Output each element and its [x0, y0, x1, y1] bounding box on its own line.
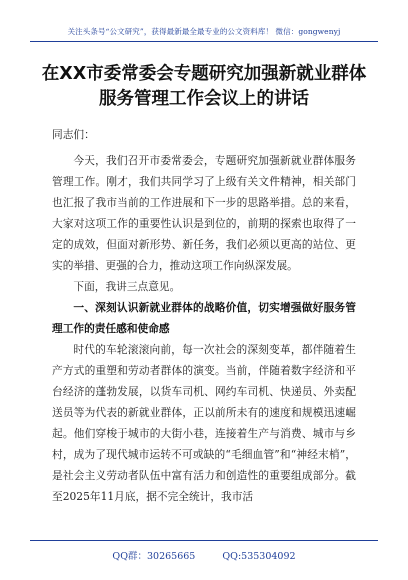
qq-group-label: QQ群：30265665 [112, 551, 196, 562]
paragraph-points: 下面，我讲三点意见。 [73, 280, 181, 293]
qq-label: QQ:535304092 [222, 551, 296, 562]
section-heading: 一、深刻认识新就业群体的战略价值，切实增强做好服务管理工作的责任感和使命感 [52, 301, 356, 335]
paragraph-intro: 今天，我们召开市委常委会，专题研究加强新就业群体服务管理工作。刚才，我们共同学习了上级有关文件精神，相关部门也汇报了我市当前的工作进展和下一步的思路举措。总的来看，大家对这项工作的重要性认识是到位的，前期的探索也取得了一定的成效，但面对新形势、新任务，我们必须以更高的站位、更实的举措、更强的合力，推动这项工作向纵深发展。 [52, 154, 356, 272]
document-body [52, 124, 356, 507]
page-header: 关注头条号“公文研究”，获得最新最全最专业的公文资料库！ 微信：gongwenyj [67, 27, 341, 36]
header-divider [30, 41, 378, 42]
document-title: 在XX市委常委会专题研究加强新就业群体服务管理工作会议上的讲话 [41, 64, 367, 109]
greeting: 同志们： [52, 128, 95, 141]
section-paragraph: 时代的车轮滚滚向前，每一次社会的深刻变革，都伴随着生产方式的重塑和劳动者群体的演变。当前，伴随着数字经济和平台经济的蓬勃发展，以货车司机、网约车司机、快递员、外卖配送员等为代表的新就业群体，正以前所未有的速度和规模迅速崛起。他们穿梭于城市的大街小巷，连接着生产与消费、城市与乡村，成为了现代城市运转不可或缺的“毛细血管”和“神经末梢”，是社会主义劳动者队伍中富有活力和创造性的重要组成部分。截至2025年11月底，据不完全统计，我市活 [52, 343, 356, 503]
footer-divider [30, 540, 378, 541]
page-footer [0, 548, 408, 562]
